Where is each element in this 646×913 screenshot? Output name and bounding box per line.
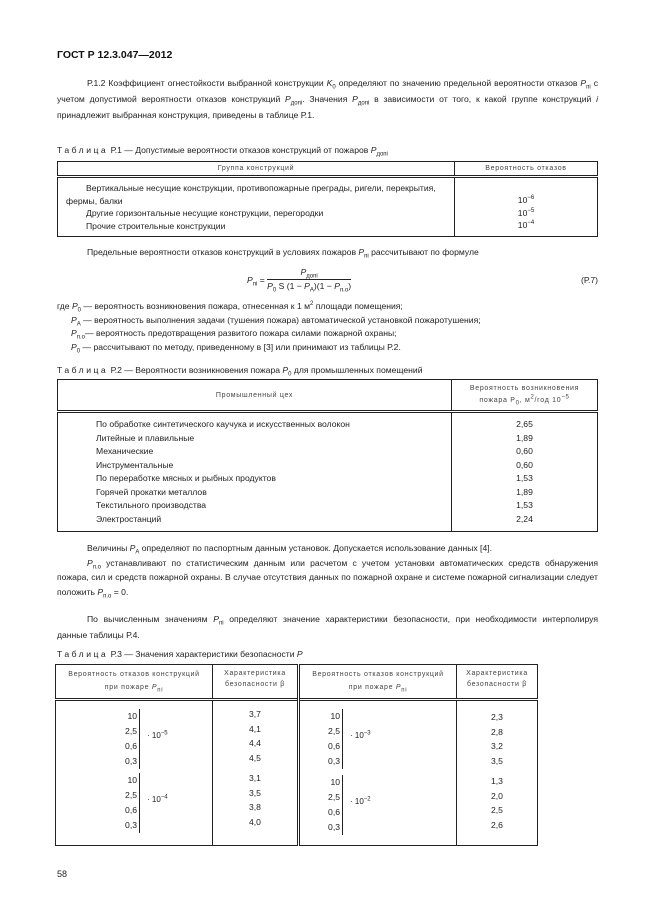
table2-caption: Таблица Р.2 — Вероятности возникновения пожара $P_0$ для промышленных помещений (57, 365, 423, 378)
formula-row (57, 266, 598, 296)
table2-header-prob: Вероятность возникновения пожара $P_0$, $м^2$/год $10^{-5}$ (452, 380, 598, 412)
paragraph-formula-intro: Предельные вероятности отказов конструкций в условиях пожаров $P_{пi}$ рассчитывают по формуле (87, 247, 479, 260)
paragraph-pa-pno: Величины $P_A$ определяют по паспортным данным установок. Допускается использование данных [4]. $P_{п.о}$ устанавливают по статистическим данным или расчетом с учетом установки автоматических средств обнаружения пожара, сил и средств пожарной охраны. В случае отсутствия данных по пожарной охране и системе пожарной сигнализации следует положить $P_{п.о} = 0$. (57, 543, 598, 600)
table2 (57, 379, 598, 532)
table3-caption: Таблица Р.3 — Значения характеристики безопасности P (57, 649, 303, 659)
table3-header-prob-right: Вероятность отказов конструкций при пожаре $P_{пi}$ (299, 665, 457, 700)
paragraph-p1-2: Р.1.2 Коэффициент огнестойкости выбранной конструкции $K_0$ определяют по значению предельной вероятности отказов $P_{пi}$ с учетом допустимой вероятности отказов конструкций $P_{допi}$. Значения $P_{допi}$ в зависимости от того, к какой группе конструкций i принадлежит выбранная конструкция, приведены в таблице Р.1. (57, 78, 599, 120)
table1-caption: Таблица Р.1 — Допустимые вероятности отказов конструкций от пожаров $P_{допi}$ (57, 145, 388, 158)
table3 (55, 664, 538, 846)
paragraph-interpolation: По вычисленным значениям $P_{пi}$ определяют значение характеристики безопасности, при необходимости интерполируя данные таблицы Р.4. (57, 614, 599, 640)
table1-probabilities: $10^{-6}$ $10^{-5}$ $10^{-4}$ (455, 177, 598, 237)
table3-prob-left: 10 2,5 0,6 0,3 · $10^{-5}$ 10 2,5 0,6 0,3 · $10^{-4}$ (56, 700, 213, 846)
table3-header-beta-right: Характеристика безопасности β (457, 665, 538, 700)
page-number: 58 (57, 869, 68, 879)
table1-header-group: Группа конструкций (58, 162, 455, 177)
table3-prob-right: 10 2,5 0,6 0,3 · $10^{-3}$ 10 2,5 0,6 0,3 · $10^{-2}$ (299, 700, 457, 846)
table3-beta-right: 2,3 2,8 3,2 3,5 1,3 2,0 2,5 2,6 (457, 700, 538, 846)
table3-header-prob-left: Вероятность отказов конструкций при пожаре $P_{пi}$ (56, 665, 213, 700)
document-header: ГОСТ Р 12.3.047—2012 (57, 49, 173, 61)
table2-shops: По обработке синтетического каучука и искусственных волокон Литейные и плавильные Механические Инструментальные По переработке мясных и рыбных продуктов Горячей прокатки металлов Текстильного производства Электростанций (58, 412, 452, 532)
table2-header-shop: Промышленный цех (58, 380, 452, 412)
table3-header-beta-left: Характеристика безопасности β (213, 665, 299, 700)
table1 (57, 161, 598, 237)
formula-label: (Р.7) (581, 275, 598, 285)
table2-values: 2,65 1,89 0,60 0,60 1,53 1,89 1,53 2,24 (452, 412, 598, 532)
table3-beta-left: 3,7 4,1 4,4 4,5 3,1 3,5 3,8 4,0 (213, 700, 299, 846)
table1-header-prob: Вероятность отказов (455, 162, 598, 177)
formula-p7: $P_{пi}$ = $P_{допi}$ $P_0$ S $(1 - P_A)(1 - P_{п.о})$ (247, 267, 352, 294)
formula-legend: где $P_0$ — вероятность возникновения пожара, отнесенная к 1 $м^2$ площади помещения; $P_A$ — вероятность выполнения задачи (тушения пожара) автоматической установкой пожаротушения; $P_{п.о}—$ вероятность предотвращения развитого пожара силами пожарной охраны; $P_0$ — рассчитывают по методу, приведенному в [3] или принимают из таблицы Р.2. (57, 301, 481, 355)
table1-groups: Вертикальные несущие конструкции, противопожарные преграды, ригели, перекрытия, фермы, балки Другие горизонтальные несущие конструкции, перегородки Прочие строительные конструкции (58, 177, 455, 237)
